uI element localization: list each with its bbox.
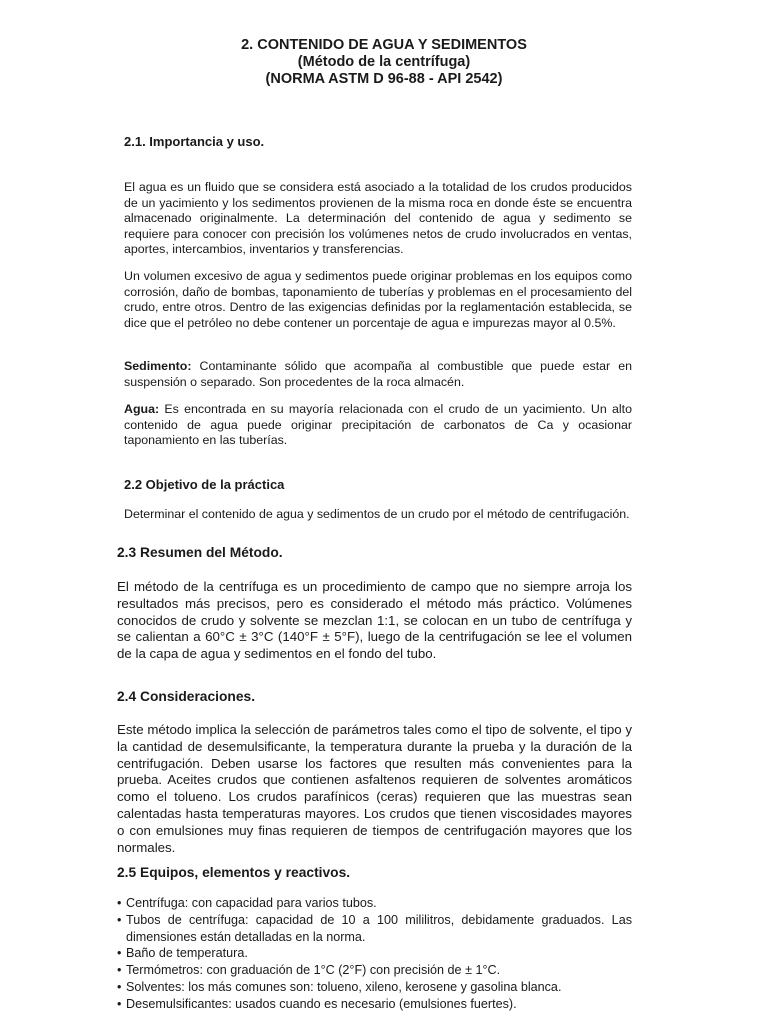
section-2-5-heading-block xyxy=(117,865,632,881)
section-2-2-paragraph-block xyxy=(124,507,632,523)
agua-definition xyxy=(124,402,632,449)
title-line-3: (NORMA ASTM D 96-88 - API 2542) xyxy=(265,71,503,87)
section-2-1-paragraph-2-block xyxy=(124,269,632,331)
section-2-2-heading: 2.2 Objetivo de la práctica xyxy=(124,477,285,492)
list-item: • Baño de temperatura. xyxy=(117,945,632,962)
section-2-1-paragraph-2: Un volumen excesivo de agua y sedimentos puede originar problemas en los equipos como corrosión, daño de bombas, taponamiento de tuberías y problemas en el procesamiento del crudo, entre otros. Dentro de las exigencias definidas por la reglamentación establecida, se dice que el petróleo no debe contener un porcentaje de agua e impurezas mayor al 0.5%. xyxy=(124,269,632,330)
section-2-3-heading-block xyxy=(117,545,632,561)
sedimento-definition xyxy=(124,359,632,390)
equipment-list-block xyxy=(117,895,632,1013)
sedimento-definition-block xyxy=(124,359,632,390)
title-line-1: 2. CONTENIDO DE AGUA Y SEDIMENTOS xyxy=(241,37,527,53)
agua-definition-block xyxy=(124,402,632,449)
agua-term: Agua: xyxy=(124,402,160,416)
section-2-3-paragraph: El método de la centrífuga es un procedimiento de campo que no siempre arroja los resultados más precisos, pero es considerado el método más práctico. Volúmenes conocidos de crudo y solvente se mezclan 1:1, se colocan en un tubo de centrífuga y se calientan a 60°C ± 3°C (140°F ± 5°F), luego de la centrifugación se lee el volumen de la capa de agua y sedimentos en el fondo del tubo. xyxy=(117,579,632,662)
section-2-2-paragraph: Determinar el contenido de agua y sedimentos de un crudo por el método de centrifugación. xyxy=(124,507,630,521)
list-item: • Termómetros: con graduación de 1°C (2°F) con precisión de ± 1°C. xyxy=(117,962,632,979)
section-2-1-paragraph-1-block xyxy=(124,180,632,258)
sedimento-term: Sedimento: xyxy=(124,359,192,373)
section-2-4-paragraph-block xyxy=(117,722,632,856)
section-2-1-heading-block xyxy=(124,134,632,150)
section-2-3-paragraph-block xyxy=(117,579,632,663)
section-2-2-heading-block xyxy=(124,477,632,493)
title-line-2: (Método de la centrífuga) xyxy=(297,54,471,70)
section-2-5-heading: 2.5 Equipos, elementos y reactivos. xyxy=(117,865,351,880)
section-2-3-heading: 2.3 Resumen del Método. xyxy=(117,545,283,560)
section-2-4-heading: 2.4 Consideraciones. xyxy=(117,689,256,704)
equipment-list xyxy=(117,895,632,1013)
sedimento-text: Contaminante sólido que acompaña al combustible que puede estar en suspensión o separado. Son procedentes de la roca almacén. xyxy=(124,359,632,389)
section-2-1-heading: 2.1. Importancia y uso. xyxy=(124,134,265,149)
list-item: • Solventes: los más comunes son: tolueno, xileno, kerosene y gasolina blanca. xyxy=(117,979,632,996)
list-item: • Centrífuga: con capacidad para varios tubos. xyxy=(117,895,632,912)
list-item: • Tubos de centrífuga: capacidad de 10 a 100 mililitros, debidamente graduados. Las dimensiones están detalladas en la norma. xyxy=(117,912,632,946)
section-2-4-paragraph: Este método implica la selección de parámetros tales como el tipo de solvente, el tipo y la cantidad de desemulsificante, la temperatura durante la prueba y la duración de la centrifugación. Deben usarse los factores que resulten más convenientes para la prueba. Aceites crudos que contienen asfaltenos requieren de solventes aromáticos como el tolueno. Los crudos parafínicos (ceras) requieren que las muestras sean calentadas hasta temperaturas mayores. Los crudos que tienen viscosidades mayores o con emulsiones muy finas requieren de tiempos de centrifugación mayores que los normales. xyxy=(117,722,632,855)
section-2-1-paragraph-1: El agua es un fluido que se considera está asociado a la totalidad de los crudos producidos de un yacimiento y los sedimentos provienen de la misma roca en donde éste se encuentra almacenado originalmente. La determinación del contenido de agua y sedimento se requiere para conocer con precisión los volúmenes netos de crudo involucrados en ventas, aportes, intercambios, inventarios y transferencias. xyxy=(124,180,632,257)
agua-text: Es encontrada en su mayoría relacionada con el crudo de un yacimiento. Un alto contenido de agua puede originar precipitación de carbonatos de Ca y ocasionar taponamiento en las tuberías. xyxy=(124,402,632,448)
list-item: • Desemulsificantes: usados cuando es necesario (emulsiones fuertes). xyxy=(117,996,632,1013)
document-title xyxy=(0,37,768,88)
section-2-4-heading-block xyxy=(117,689,632,705)
